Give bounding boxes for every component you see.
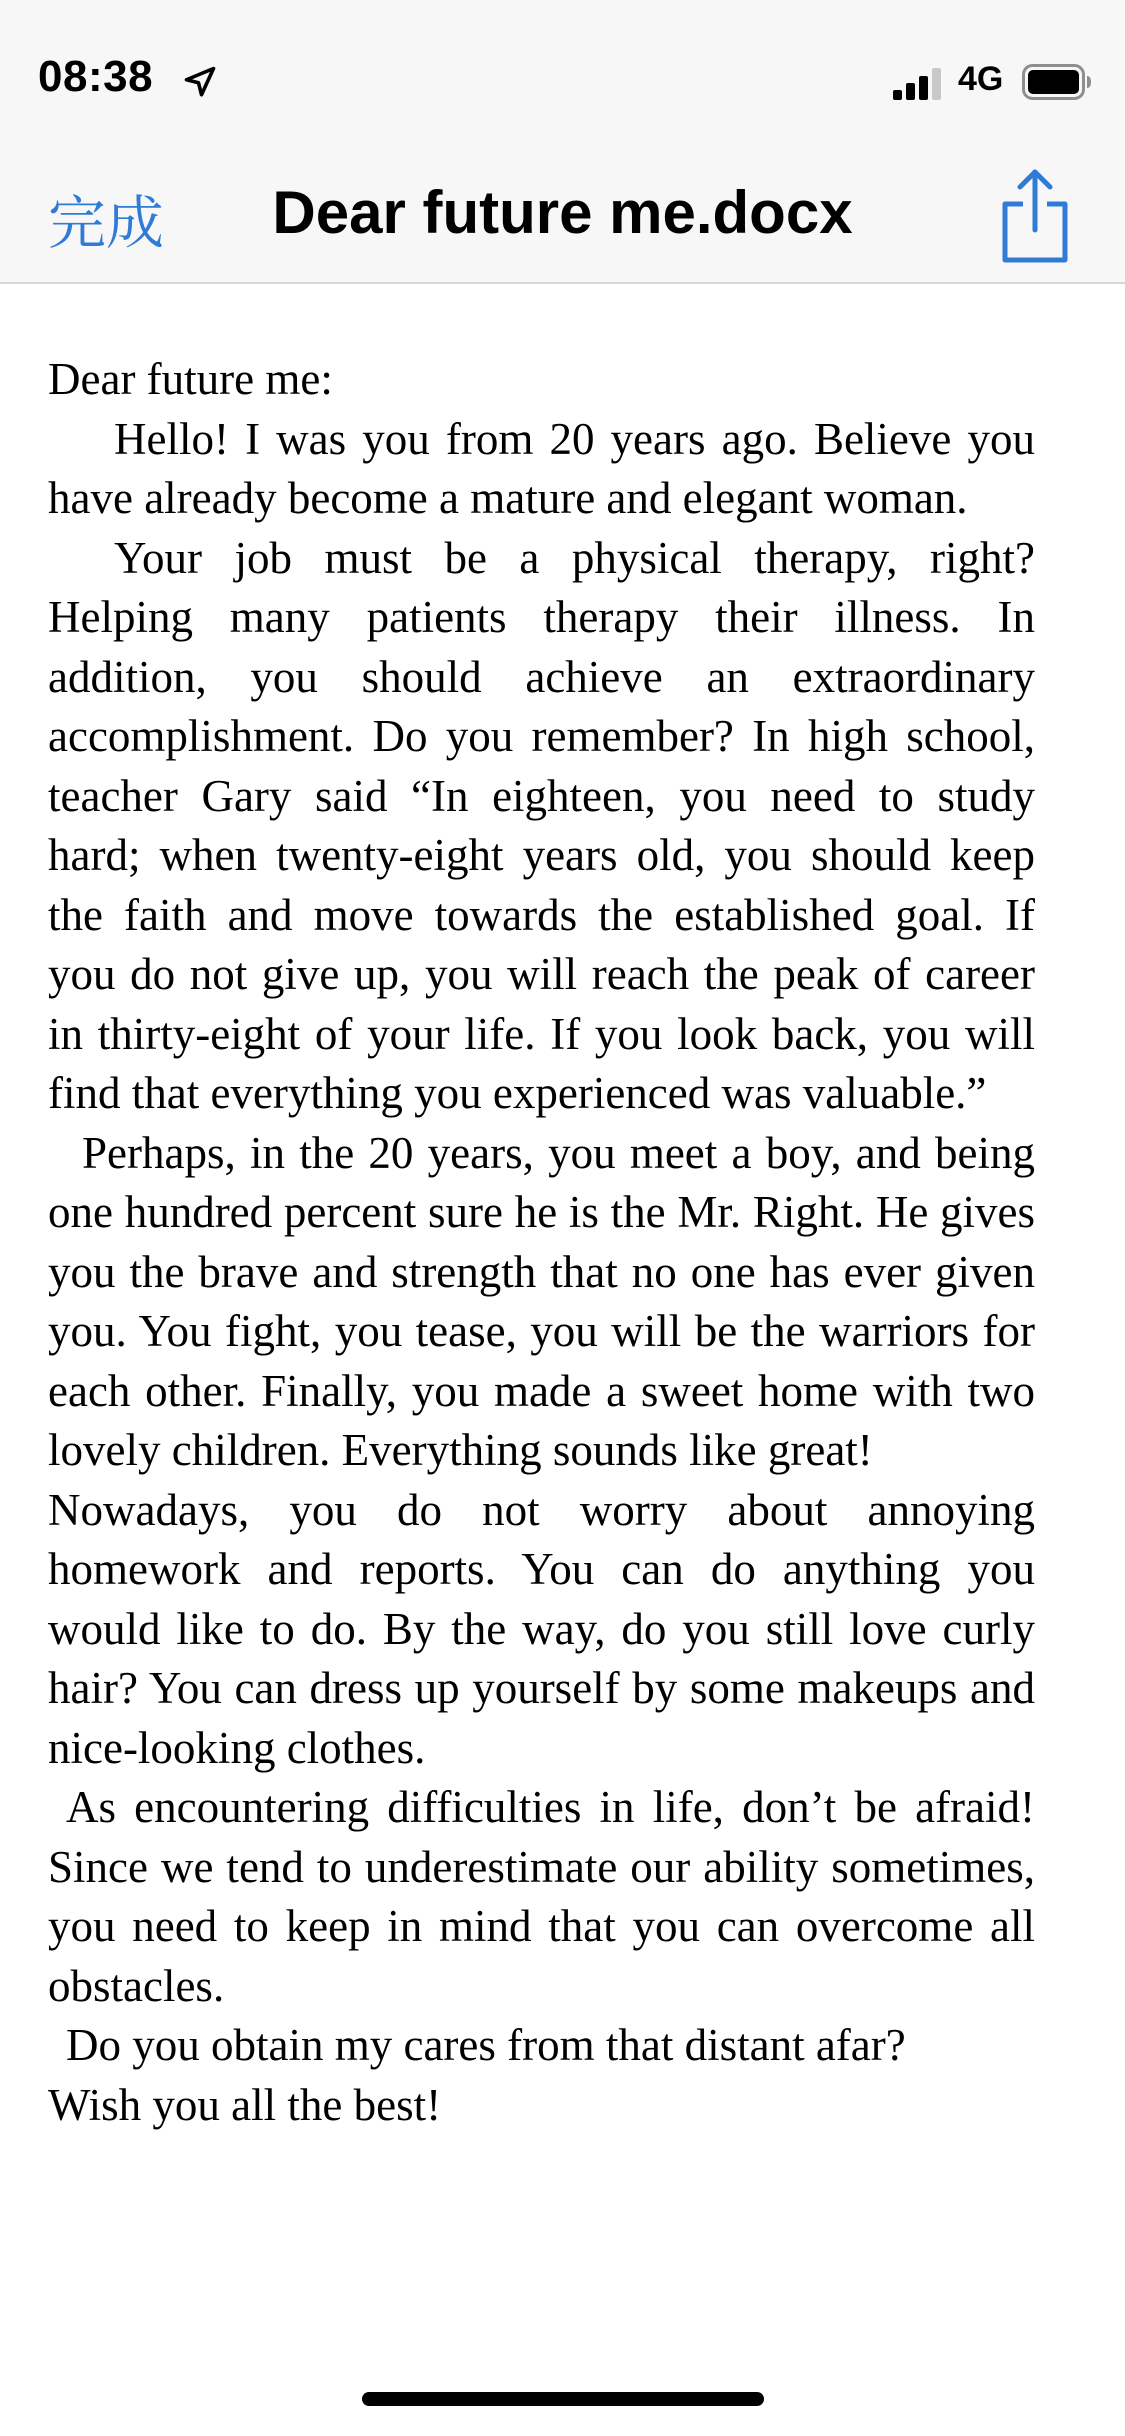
home-indicator[interactable] bbox=[362, 2392, 764, 2406]
document-body bbox=[48, 350, 1035, 2135]
document-title: Dear future me.docx bbox=[272, 179, 853, 246]
salutation: Dear future me: bbox=[48, 354, 333, 404]
closing-line: Wish you all the best! bbox=[48, 2079, 442, 2130]
paragraph-family: Perhaps, in the 20 years, you meet a boy, and being one hundred percent sure he is the Mr. Right. He gives you the brave and strength that no one has ever given you. You fight, you tease, you will be the warriors for each other. Finally, you made a sweet home with two lovely children. Everything sounds like great! bbox=[48, 1127, 1035, 1475]
network-type-label: 4G bbox=[958, 60, 1004, 98]
paragraph-greeting: Hello! I was you from 20 years ago. Believe you have already become a mature and elegant woman. bbox=[48, 413, 1035, 523]
navigation-bar bbox=[0, 150, 1125, 284]
status-bar bbox=[0, 0, 1125, 150]
paragraph-lifestyle: Nowadays, you do not worry about annoying homework and reports. You can do anything you would like to do. By the way, do you still love curly hair? You can dress up yourself by some makeups and nice-looking clothes. bbox=[48, 1484, 1035, 1773]
paragraph-career: Your job must be a physical therapy, right? Helping many patients therapy their illness. In addition, you should achieve an extraordinary accomplishment. Do you remember? In high school, teacher Gary said “In eighteen, you need to study hard; when twenty-eight years old, you should keep the faith and move towards the established goal. If you do not give up, you will reach the peak of career in thirty-eight of your life. If you look back, you will find that everything you experienced was valuable.” bbox=[48, 532, 1035, 1118]
battery-icon bbox=[1022, 64, 1092, 100]
cellular-signal-icon bbox=[893, 68, 943, 100]
status-time: 08:38 bbox=[38, 52, 154, 101]
share-icon[interactable] bbox=[993, 160, 1077, 270]
paragraph-question: Do you obtain my cares from that distant afar? bbox=[66, 2020, 906, 2070]
done-button[interactable]: 完成 bbox=[48, 189, 165, 257]
paragraph-encouragement: As encountering difficulties in life, don’t be afraid! Since we tend to underestimate our ability sometimes, you need to keep in mind that you can overcome all obstacles. bbox=[48, 1782, 1035, 2011]
location-arrow-icon bbox=[182, 64, 218, 100]
